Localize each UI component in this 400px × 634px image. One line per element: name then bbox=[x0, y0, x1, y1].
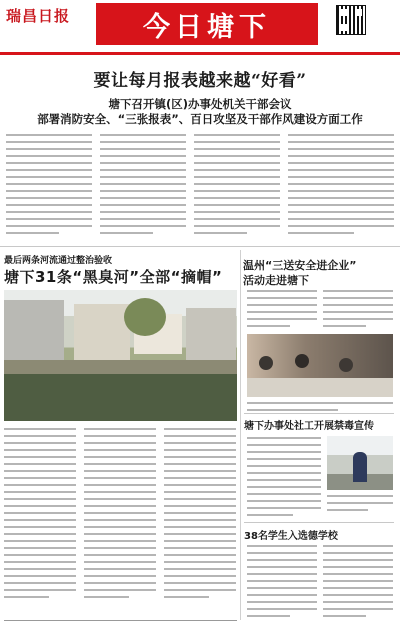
story4-body-tail bbox=[327, 495, 393, 516]
story4-body bbox=[247, 437, 321, 521]
section-divider bbox=[0, 246, 400, 247]
section-banner bbox=[96, 3, 318, 45]
lead-body-col-2 bbox=[100, 134, 186, 239]
story3-body-col-2 bbox=[323, 290, 393, 332]
story2-body-col-3 bbox=[164, 428, 236, 603]
lead-headline[interactable]: 要让每月报表越来越“好看” bbox=[93, 71, 307, 91]
story5-body-col-1 bbox=[247, 545, 317, 622]
header-divider bbox=[0, 52, 400, 55]
section-title: 今日塘下 bbox=[143, 11, 271, 43]
column-divider bbox=[240, 250, 241, 620]
qr-code-icon bbox=[336, 5, 366, 35]
story2-kicker: 最后两条河流通过整治验收 bbox=[4, 256, 113, 266]
safety-meeting-photo bbox=[247, 334, 393, 397]
story4-divider bbox=[244, 413, 394, 414]
newspaper-name: 瑞昌日报 bbox=[6, 7, 71, 25]
lead-subheadline-1: 塘下召开镇(区)办事处机关干部会议 bbox=[108, 97, 292, 111]
story5-body-col-2 bbox=[323, 545, 393, 622]
lead-body-col-3 bbox=[194, 134, 280, 239]
story2-body-col-1 bbox=[4, 428, 76, 603]
story3-body-col-1 bbox=[247, 290, 317, 332]
story3-headline-line-1[interactable]: 温州“三送安全进企业” bbox=[243, 259, 357, 272]
page-header bbox=[0, 0, 400, 52]
lead-subheadline-2: 部署消防安全、“三张报表”、百日攻坚及干部作风建设方面工作 bbox=[37, 112, 363, 126]
story2-headline[interactable]: 塘下31条“黑臭河”全部“摘帽” bbox=[4, 268, 223, 286]
story5-headline[interactable]: 38名学生入选德学校 bbox=[244, 531, 338, 542]
anti-drug-photo bbox=[327, 436, 393, 490]
story5-divider bbox=[244, 522, 394, 523]
river-photo bbox=[4, 290, 237, 421]
story3-headline-line-2[interactable]: 活动走进塘下 bbox=[243, 274, 309, 287]
story2-body-col-2 bbox=[84, 428, 156, 603]
story4-headline[interactable]: 塘下办事处社工开展禁毒宣传 bbox=[244, 421, 374, 432]
page-footer bbox=[4, 620, 237, 623]
lead-body-col-1 bbox=[6, 134, 92, 239]
lead-body-col-4 bbox=[288, 134, 394, 239]
